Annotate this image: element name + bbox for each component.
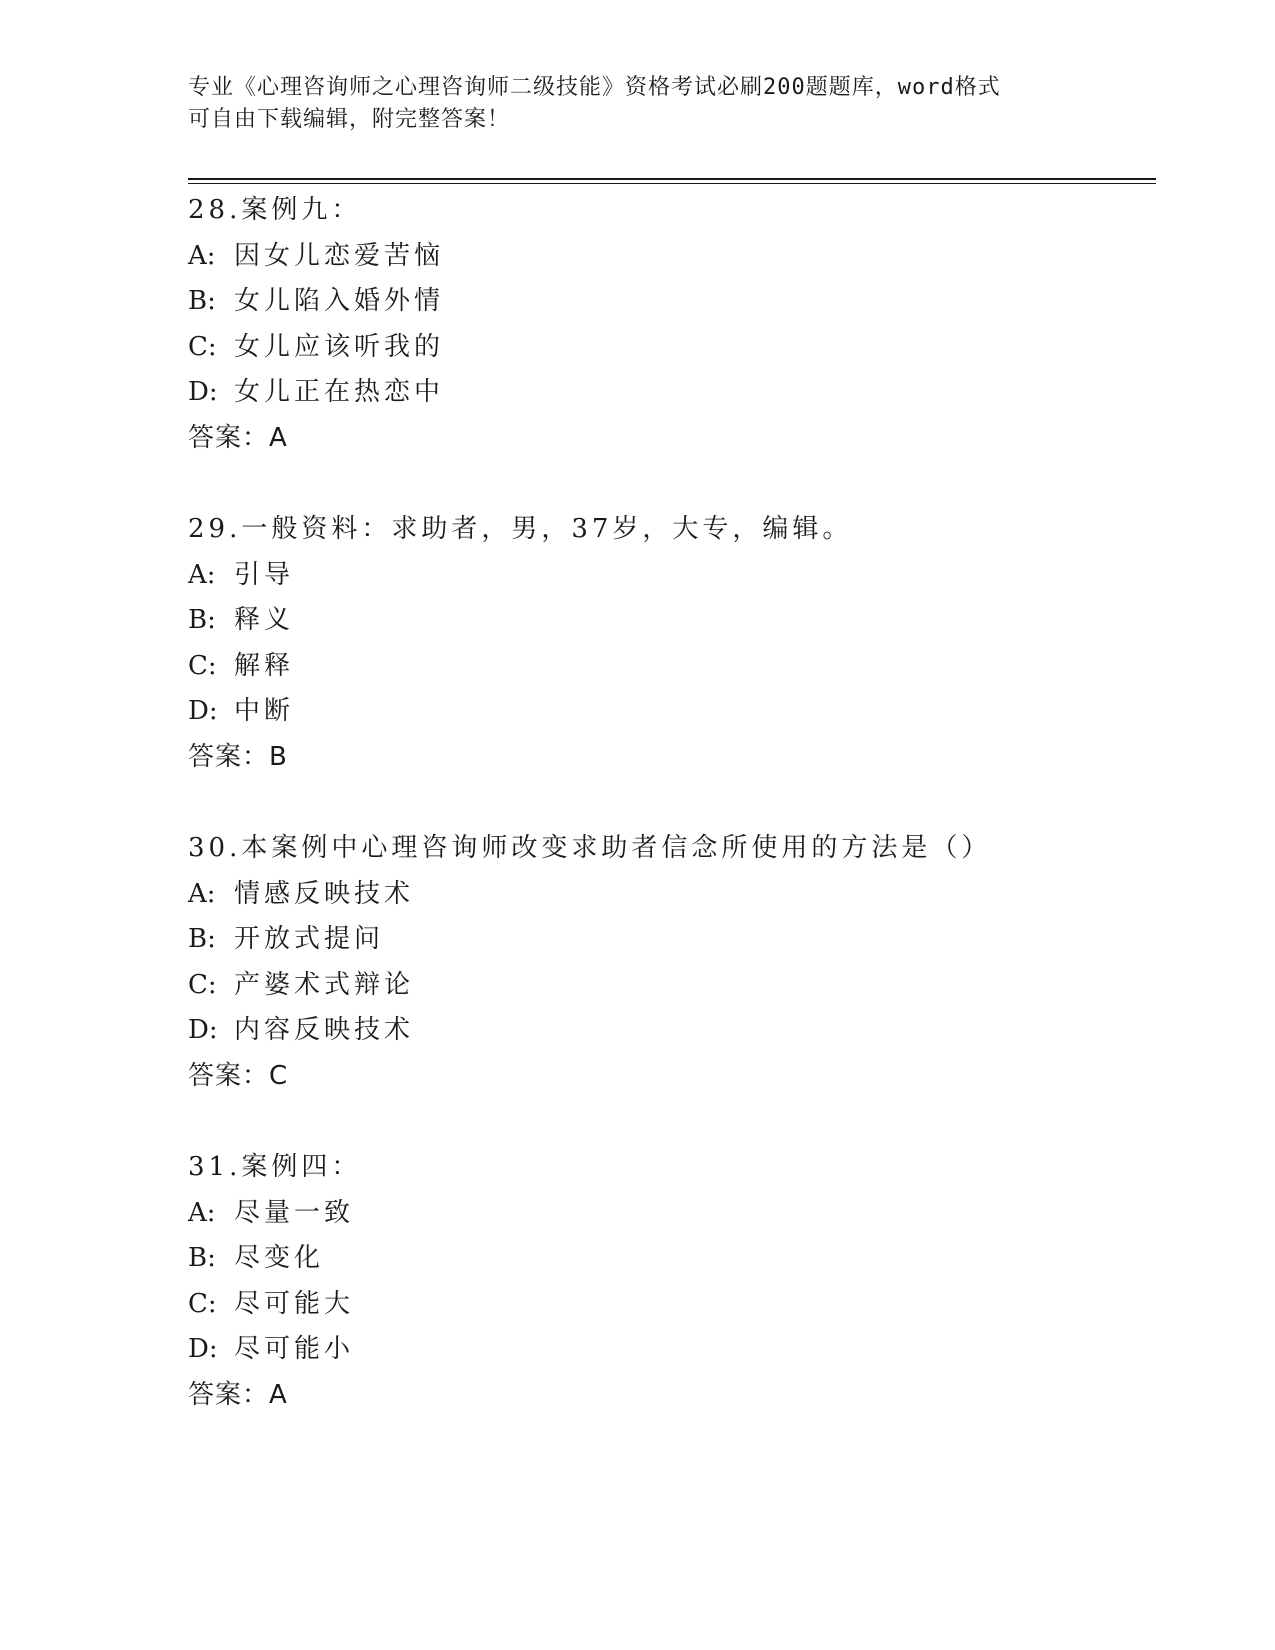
- question-29: [188, 507, 1148, 780]
- option-d: [188, 370, 1148, 416]
- option-a: [188, 1191, 1148, 1237]
- question-stem: 30.本案例中心理咨询师改变求助者信念所使用的方法是（）: [188, 833, 992, 863]
- option-d: [188, 1327, 1148, 1373]
- option-text: 释义: [234, 605, 295, 635]
- option-c: [188, 963, 1148, 1009]
- option-letter: D:: [188, 1015, 218, 1045]
- option-letter: C:: [188, 650, 217, 681]
- option-text: 女儿正在热恋中: [234, 377, 445, 407]
- option-text: 内容反映技术: [234, 1015, 415, 1045]
- option-text: 解释: [234, 650, 295, 681]
- option-letter: C:: [188, 969, 217, 1000]
- option-a: [188, 553, 1148, 599]
- option-b: [188, 279, 1148, 325]
- option-text: 尽量一致: [234, 1197, 355, 1228]
- option-text: 产婆术式辩论: [234, 969, 415, 1000]
- option-c: [188, 1282, 1148, 1328]
- header-line-1: 专业《心理咨询师之心理咨询师二级技能》资格考试必刷200题题库，word格式: [188, 75, 1001, 100]
- option-letter: A:: [188, 1197, 216, 1228]
- option-d: [188, 1008, 1148, 1054]
- document-header: [188, 72, 1088, 136]
- option-text: 女儿陷入婚外情: [234, 286, 445, 316]
- option-b: [188, 598, 1148, 644]
- option-letter: D:: [188, 377, 218, 407]
- option-letter: A:: [188, 240, 216, 271]
- option-letter: C:: [188, 1288, 217, 1319]
- option-letter: B:: [188, 605, 216, 635]
- option-d: [188, 689, 1148, 735]
- option-letter: A:: [188, 878, 216, 909]
- question-31: [188, 1145, 1148, 1418]
- option-text: 因女儿恋爱苦恼: [234, 240, 445, 271]
- header-divider-thin: [188, 183, 1156, 184]
- option-c: [188, 325, 1148, 371]
- option-letter: B:: [188, 286, 216, 316]
- option-text: 女儿应该听我的: [234, 331, 445, 362]
- option-letter: D:: [188, 1334, 218, 1364]
- option-text: 情感反映技术: [234, 878, 415, 909]
- option-c: [188, 644, 1148, 690]
- option-letter: B:: [188, 924, 216, 954]
- option-text: 尽可能大: [234, 1288, 355, 1319]
- option-letter: C:: [188, 331, 217, 362]
- option-letter: A:: [188, 559, 216, 590]
- question-stem: 28.案例九：: [188, 195, 362, 225]
- option-letter: B:: [188, 1243, 216, 1273]
- answer-line: 答案：A: [188, 422, 288, 453]
- header-line-2: 可自由下载编辑，附完整答案！: [188, 107, 511, 132]
- question-stem: 29.一般资料：求助者，男，37岁，大专，编辑。: [188, 514, 853, 544]
- option-a: [188, 872, 1148, 918]
- option-text: 开放式提问: [234, 924, 385, 954]
- answer-line: 答案：A: [188, 1379, 288, 1410]
- option-letter: D:: [188, 696, 218, 726]
- option-text: 引导: [234, 559, 295, 590]
- answer-line: 答案：C: [188, 1060, 289, 1091]
- question-28: [188, 188, 1148, 461]
- option-b: [188, 917, 1148, 963]
- question-stem: 31.案例四：: [188, 1152, 362, 1182]
- option-text: 尽可能小: [234, 1334, 355, 1364]
- question-30: [188, 826, 1148, 1099]
- option-a: [188, 234, 1148, 280]
- header-divider-thick: [188, 178, 1156, 180]
- answer-line: 答案：B: [188, 741, 288, 772]
- option-text: 尽变化: [234, 1243, 325, 1273]
- option-text: 中断: [234, 696, 295, 726]
- option-b: [188, 1236, 1148, 1282]
